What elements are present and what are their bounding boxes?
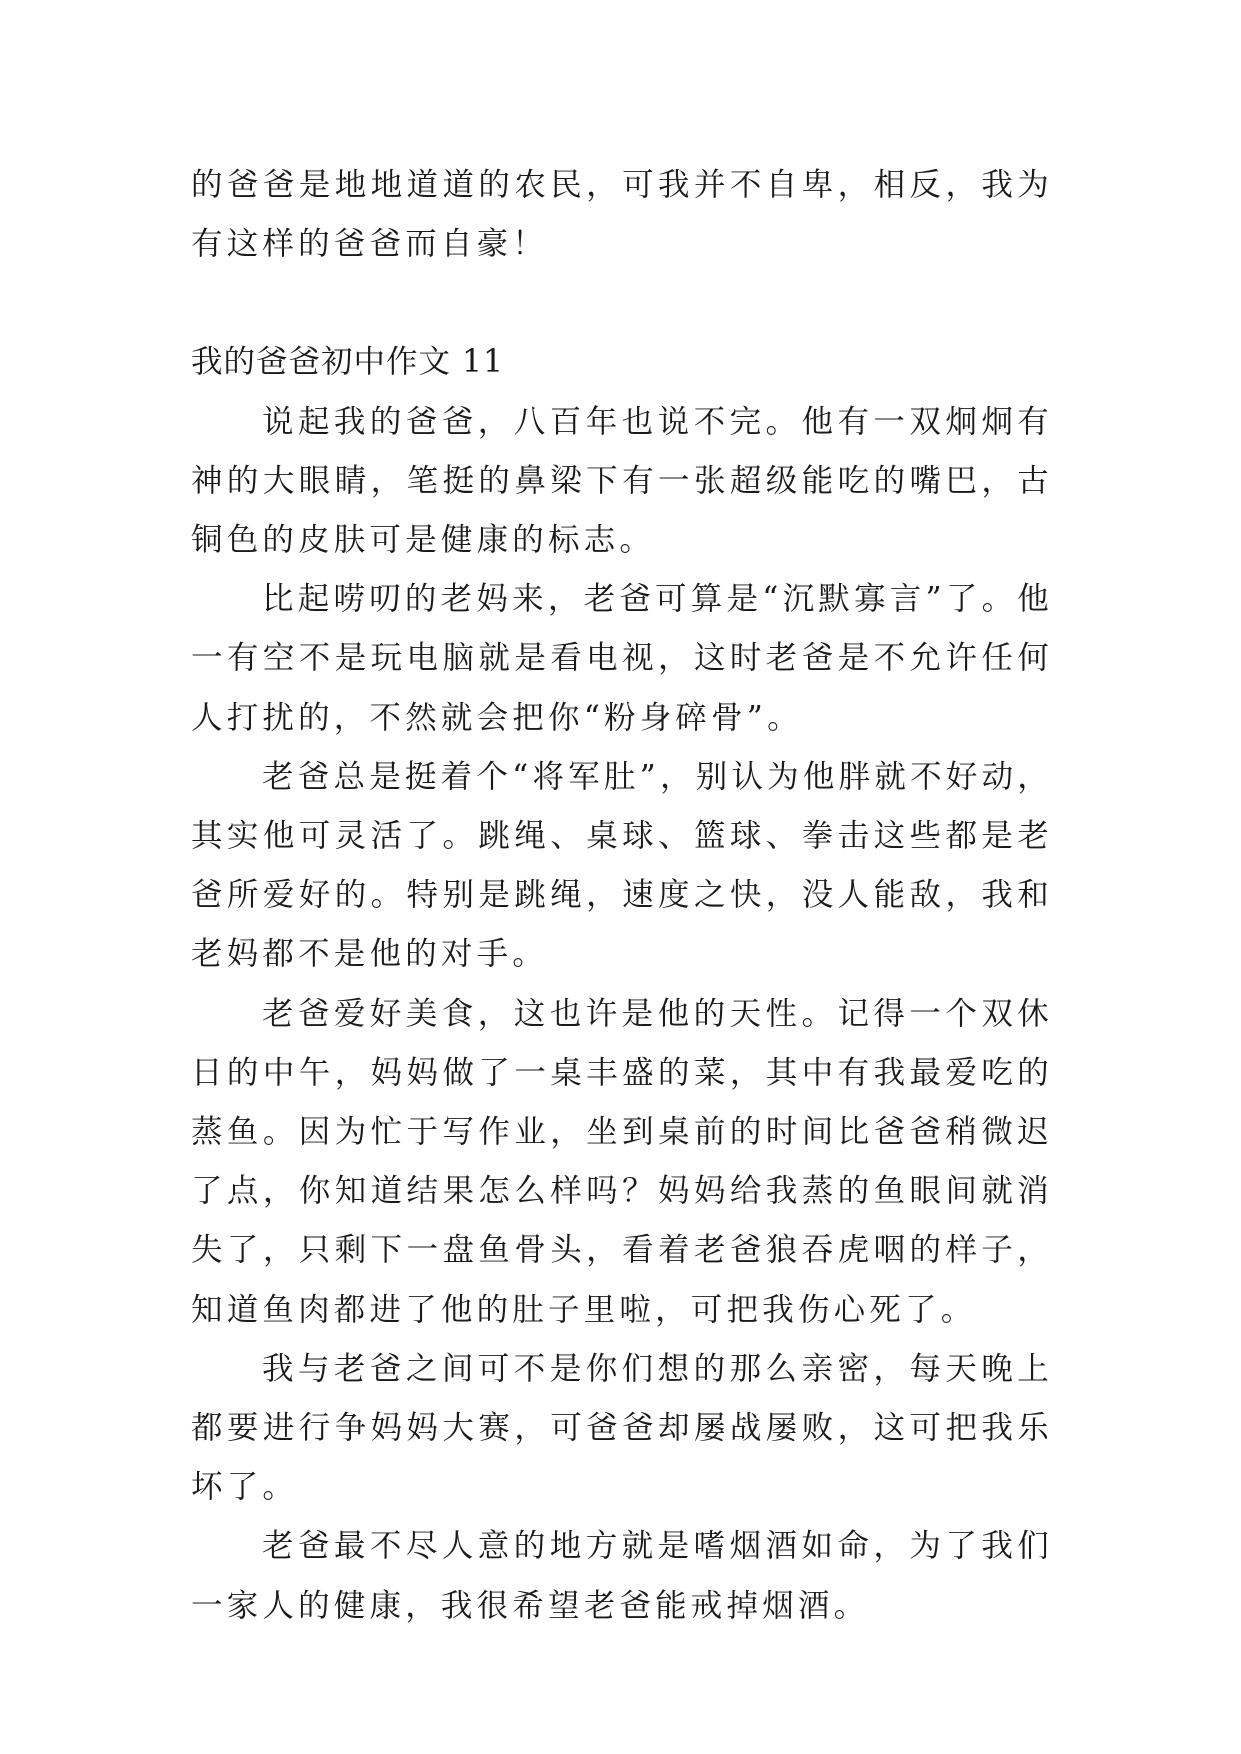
paragraph-5: 我与老爸之间可不是你们想的那么亲密，每天晚上都要进行争妈妈大赛，可爸爸却屡战屡败，这可把我乐坏了。 <box>191 1350 1053 1506</box>
document-body <box>191 156 1053 1636</box>
paragraph-6: 老爸最不尽人意的地方就是嗜烟酒如命，为了我们一家人的健康，我很希望老爸能戒掉烟酒。 <box>191 1528 1053 1624</box>
paragraph-2: 比起唠叨的老妈来，老爸可算是“沉默寡言”了。他一有空不是玩电脑就是看电视，这时老爸是不允许任何人打扰的，不然就会把你“粉身碎骨”。 <box>191 581 1053 736</box>
essay-title: 我的爸爸初中作文 11 <box>191 344 505 381</box>
paragraph-1: 说起我的爸爸，八百年也说不完。他有一双炯炯有神的大眼睛，笔挺的鼻梁下有一张超级能吃的嘴巴，古铜色的皮肤可是健康的标志。 <box>191 403 1053 559</box>
intro-paragraph: 的爸爸是地地道道的农民，可我并不自卑，相反，我为有这样的爸爸而自豪！ <box>191 167 1053 263</box>
paragraph-3: 老爸总是挺着个“将军肚”，别认为他胖就不好动，其实他可灵活了。跳绳、桌球、篮球、拳击这些都是老爸所爱好的。特别是跳绳，速度之快，没人能敌，我和老妈都不是他的对手。 <box>191 758 1053 973</box>
paragraph-4: 老爸爱好美食，这也许是他的天性。记得一个双休日的中午，妈妈做了一桌丰盛的菜，其中有我最爱吃的蒸鱼。因为忙于写作业，坐到桌前的时间比爸爸稍微迟了点，你知道结果怎么样吗？妈妈给我蒸的鱼眼间就消失了，只剩下一盘鱼骨头，看着老爸狼吞虎咽的样子，知道鱼肉都进了他的肚子里啦，可把我伤心死了。 <box>191 995 1053 1328</box>
